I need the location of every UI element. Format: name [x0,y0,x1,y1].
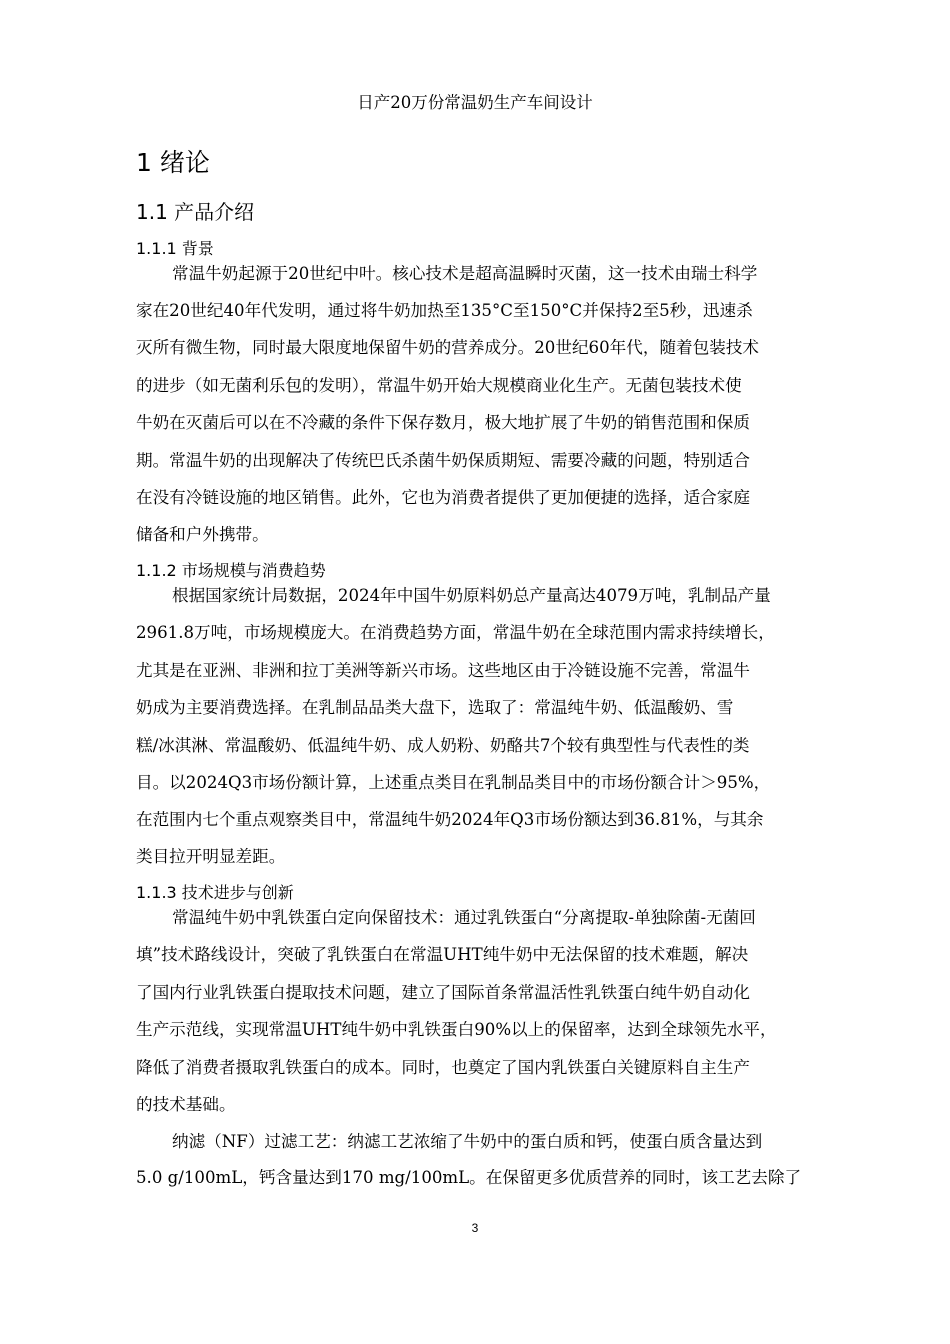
paragraph-line: 家在20世纪40年代发明，通过将牛奶加热至135°C至150°C并保持2至5秒，迅速杀 [136,301,753,320]
section-heading: 1.1 产品介绍 [136,200,255,224]
paragraph-line: 目。以2024Q3市场份额计算，上述重点类目在乳制品类目中的市场份额合计＞95%， [136,773,771,792]
running-title: 日产20万份常温奶生产车间设计 [357,93,593,112]
subsection-heading-market: 1.1.2 市场规模与消费趋势 [136,561,326,580]
paragraph-line: 奶成为主要消费选择。在乳制品品类大盘下，选取了：常温纯牛奶、低温酸奶、雪 [136,698,734,717]
paragraph-line: 的进步（如无菌利乐包的发明），常温牛奶开始大规模商业化生产。无菌包装技术使 [136,376,742,395]
paragraph-line: 2961.8万吨，市场规模庞大。在消费趋势方面，常温牛奶在全球范围内需求持续增长， [136,623,775,642]
paragraph-line: 填”技术路线设计，突破了乳铁蛋白在常温UHT纯牛奶中无法保留的技术难题，解决 [136,945,749,964]
paragraph-line: 常温牛奶起源于20世纪中叶。核心技术是超高温瞬时灭菌，这一技术由瑞士科学 [172,264,758,283]
paragraph-line: 5.0 g/100mL，钙含量达到170 mg/100mL。在保留更多优质营养的同时，该工艺去除了 [136,1168,802,1187]
paragraph-line: 在范围内七个重点观察类目中，常温纯牛奶2024年Q3市场份额达到36.81%，与其余 [136,810,764,829]
paragraph-line: 类目拉开明显差距。 [136,847,286,866]
paragraph-line: 纳滤（NF）过滤工艺：纳滤工艺浓缩了牛奶中的蛋白质和钙，使蛋白质含量达到 [172,1132,763,1151]
paragraph-line: 牛奶在灭菌后可以在不冷藏的条件下保存数月，极大地扩展了牛奶的销售范围和保质 [136,413,750,432]
chapter-heading: 1 绪论 [136,148,210,177]
subsection-heading-background: 1.1.1 背景 [136,239,214,258]
paragraph-line: 常温纯牛奶中乳铁蛋白定向保留技术：通过乳铁蛋白“分离提取-单独除菌-无菌回 [172,908,756,927]
paragraph-line: 尤其是在亚洲、非洲和拉丁美洲等新兴市场。这些地区由于冷链设施不完善，常温牛 [136,661,750,680]
paragraph-line: 根据国家统计局数据，2024年中国牛奶原料奶总产量高达4079万吨，乳制品产量 [172,586,771,605]
paragraph-line: 的技术基础。 [136,1095,236,1114]
paragraph-line: 在没有冷链设施的地区销售。此外，它也为消费者提供了更加便捷的选择，适合家庭 [136,488,750,507]
paragraph-line: 了国内行业乳铁蛋白提取技术问题，建立了国际首条常温活性乳铁蛋白纯牛奶自动化 [136,983,750,1002]
paragraph-line: 灭所有微生物，同时最大限度地保留牛奶的营养成分。20世纪60年代，随着包装技术 [136,338,760,357]
paragraph-line: 生产示范线，实现常温UHT纯牛奶中乳铁蛋白90%以上的保留率，达到全球领先水平， [136,1020,777,1039]
subsection-heading-technology: 1.1.3 技术进步与创新 [136,883,294,902]
paragraph-line: 储备和户外携带。 [136,525,269,544]
paragraph-line: 期。常温牛奶的出现解决了传统巴氏杀菌牛奶保质期短、需要冷藏的问题，特别适合 [136,451,750,470]
paragraph-line: 糕/冰淇淋、常温酸奶、低温纯牛奶、成人奶粉、奶酪共7个较有典型性与代表性的类 [136,736,750,755]
paragraph-line: 降低了消费者摄取乳铁蛋白的成本。同时，也奠定了国内乳铁蛋白关键原料自主生产 [136,1058,750,1077]
page-number: 3 [471,1221,479,1235]
